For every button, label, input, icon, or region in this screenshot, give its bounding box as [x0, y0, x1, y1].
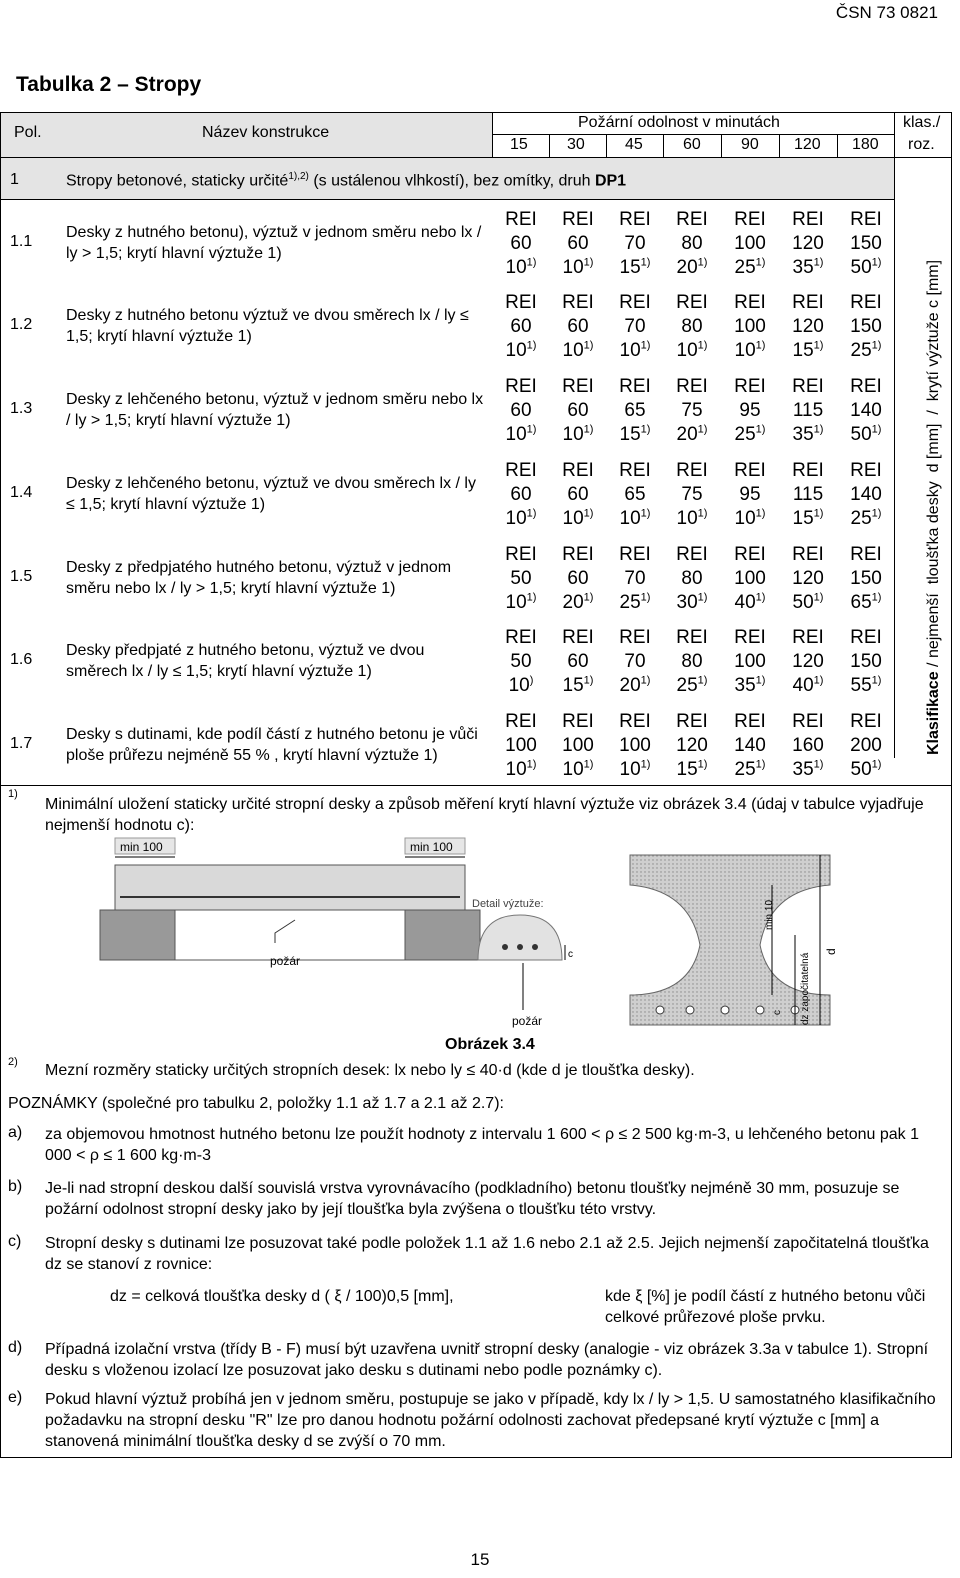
- rei-thickness: 60: [510, 233, 532, 254]
- rei-cover: 25$^{1)}$: [850, 507, 882, 529]
- rei-class: REI: [619, 460, 651, 481]
- rei-thickness: 100: [562, 735, 594, 756]
- rei-thickness: 75: [681, 400, 703, 421]
- figure-caption: Obrázek 3.4: [445, 1036, 535, 1053]
- rei-class: REI: [792, 627, 824, 648]
- rei-class: REI: [505, 627, 537, 648]
- rei-class: REI: [676, 711, 708, 732]
- rei-cell: [607, 710, 663, 782]
- rei-thickness: 100: [734, 568, 766, 589]
- rei-cover: 10$^{1)}$: [619, 758, 651, 780]
- rei-cover: 10$^{1)}$: [619, 507, 651, 529]
- rei-thickness: 80: [681, 568, 703, 589]
- rei-class: REI: [792, 460, 824, 481]
- rei-cover: 50$^{1)}$: [792, 591, 824, 613]
- rei-cover: 50$^{1)}$: [850, 758, 882, 780]
- rei-cover: 50$^{1)}$: [850, 423, 882, 445]
- rei-thickness: 70: [624, 651, 646, 672]
- rei-class: REI: [676, 292, 708, 313]
- rei-cell: [780, 291, 836, 363]
- rei-cover: 10$^{1)}$: [676, 507, 708, 529]
- figure-3-4: [60, 835, 860, 1030]
- rei-cell: [722, 375, 778, 447]
- rei-cell: [550, 208, 606, 280]
- rei-thickness: 140: [850, 400, 882, 421]
- rei-cell: [780, 459, 836, 531]
- rei-cover: 65$^{1)}$: [850, 591, 882, 613]
- rei-thickness: 120: [792, 233, 824, 254]
- note-b-label: b): [8, 1178, 23, 1195]
- rei-class: REI: [734, 627, 766, 648]
- footnote-1-mark: 1): [8, 788, 18, 800]
- rei-class: REI: [850, 627, 882, 648]
- rei-class: REI: [850, 711, 882, 732]
- note-e-label: e): [8, 1389, 23, 1406]
- rei-class: REI: [619, 711, 651, 732]
- rei-cover: 25$^{1)}$: [734, 423, 766, 445]
- rei-class: REI: [676, 627, 708, 648]
- rei-cell: [607, 291, 663, 363]
- rei-cover: 15$^{1)}$: [562, 674, 594, 696]
- rei-cell: [838, 710, 894, 782]
- rei-thickness: 75: [681, 484, 703, 505]
- rei-class: REI: [505, 376, 537, 397]
- rei-cover: 20$^{1)}$: [562, 591, 594, 613]
- rei-class: REI: [792, 209, 824, 230]
- rei-cover: 20$^{1)}$: [619, 674, 651, 696]
- rei-cell: [780, 626, 836, 698]
- note-c-formula-note: kde ξ [%] je podíl částí z hutného betonu vůči celkové průřezové ploše prvku.: [605, 1288, 926, 1326]
- rei-class: REI: [734, 711, 766, 732]
- note-c-label: c): [8, 1233, 22, 1250]
- rei-cell: [664, 459, 720, 531]
- rei-cover: 10$^{1)}$: [562, 339, 594, 361]
- note-d-text: Případná izolační vrstva (třídy B - F) musí být uzavřena uvnitř stropní desky (analogie - viz obrázek 3.3a v tabulce 1). Stropní desku s vloženou izolací lze posuzovat jako desku s dutinami nebo podle poznámky c).: [45, 1341, 929, 1379]
- rei-cell: [838, 543, 894, 615]
- rei-cell: [722, 291, 778, 363]
- rei-cover: 55$^{1)}$: [850, 674, 882, 696]
- rei-cover: 35$^{1)}$: [792, 758, 824, 780]
- rei-thickness: 60: [567, 400, 589, 421]
- rei-thickness: 50: [510, 568, 532, 589]
- rei-cover: 30$^{1)}$: [676, 591, 708, 613]
- row-name: Desky z lehčeného betonu, výztuž v jednom směru nebo lx / ly > 1,5; krytí hlavní výztuže 1): [66, 391, 484, 429]
- rei-thickness: 160: [792, 735, 824, 756]
- rei-class: REI: [850, 376, 882, 397]
- rei-thickness: 65: [624, 484, 646, 505]
- fig-d: d: [824, 948, 838, 955]
- rei-cover: 10$^{1)}$: [505, 507, 537, 529]
- rei-class: REI: [562, 544, 594, 565]
- rei-cell: [664, 710, 720, 782]
- rei-thickness: 60: [567, 651, 589, 672]
- rei-cell: [838, 291, 894, 363]
- note-c-text: Stropní desky s dutinami lze posuzovat také podle položek 1.1 až 1.6 nebo 2.1 až 2.5. Jejich nejmenší započitatelná tloušťka dz se stanoví z rovnice:: [45, 1235, 929, 1273]
- rei-cell: [493, 459, 549, 531]
- rei-cover: 10$^{1)}$: [734, 507, 766, 529]
- rei-cell: [722, 626, 778, 698]
- rei-class: REI: [676, 209, 708, 230]
- row-position: 1.5: [10, 568, 33, 585]
- rei-class: REI: [676, 544, 708, 565]
- rei-cell: [493, 208, 549, 280]
- rei-class: REI: [619, 376, 651, 397]
- rei-cell: [493, 291, 549, 363]
- rei-class: REI: [562, 292, 594, 313]
- rei-thickness: 140: [850, 484, 882, 505]
- minutes-180: 180: [852, 136, 879, 153]
- rei-thickness: 70: [624, 568, 646, 589]
- rei-cell: [838, 375, 894, 447]
- rei-cover: 35$^{1)}$: [792, 423, 824, 445]
- rei-thickness: 50: [510, 651, 532, 672]
- fig-dz: dz započitatelná: [800, 952, 811, 1025]
- rei-cell: [607, 626, 663, 698]
- footnote-1-text: Minimální uložení staticky určité stropní desky a způsob měření krytí hlavní výztuže viz obrázek 3.4 (údaj v tabulce vyjadřuje nejmenší hodnotu c):: [45, 796, 924, 834]
- note-b-text: Je-li nad stropní deskou další souvislá vrstva vyrovnávacího (podkladního) betonu tloušťky nejméně 30 mm, posuzuje se požární odolnost stropní desky jako by její tloušťka byla zvýšena o tloušťku této vrstvy.: [45, 1180, 900, 1218]
- fig-detail: Detail výztuže:: [472, 898, 544, 910]
- rei-cell: [722, 710, 778, 782]
- rei-thickness: 100: [734, 316, 766, 337]
- rei-thickness: 65: [624, 400, 646, 421]
- rei-class: REI: [850, 544, 882, 565]
- rei-cover: 25$^{1)}$: [619, 591, 651, 613]
- row-name: Desky z hutného betonu výztuž ve dvou směrech lx / ly ≤ 1,5; krytí hlavní výztuže 1): [66, 307, 469, 345]
- group-number: 1: [10, 171, 19, 188]
- fig-min-left: min 100: [120, 840, 163, 854]
- rei-thickness: 140: [734, 735, 766, 756]
- note-d-label: d): [8, 1339, 23, 1356]
- rei-class: REI: [792, 292, 824, 313]
- rei-class: REI: [505, 460, 537, 481]
- rei-cover: 10$^{1)}$: [619, 339, 651, 361]
- rei-cover: 10$^{1)}$: [562, 256, 594, 278]
- rei-class: REI: [619, 209, 651, 230]
- rei-cover: 10$^{1)}$: [505, 256, 537, 278]
- header-klas: klas./: [903, 114, 941, 131]
- rei-cell: [722, 208, 778, 280]
- fig-min10: min 10: [764, 899, 775, 930]
- rei-class: REI: [676, 376, 708, 397]
- rei-thickness: 60: [567, 316, 589, 337]
- rei-cover: 10$^{1)}$: [562, 758, 594, 780]
- rei-thickness: 60: [567, 568, 589, 589]
- rei-cell: [493, 543, 549, 615]
- note-a-label: a): [8, 1124, 23, 1141]
- rei-cell: [607, 543, 663, 615]
- rei-cover: 35$^{1)}$: [734, 674, 766, 696]
- rei-thickness: 100: [619, 735, 651, 756]
- rei-thickness: 80: [681, 316, 703, 337]
- rei-cover: 15$^{1)}$: [792, 507, 824, 529]
- rei-class: REI: [792, 544, 824, 565]
- row-name: Desky z předpjatého hutného betonu, výztuž v jednom směru nebo lx / ly > 1,5; krytí hlavní výztuže 1): [66, 559, 452, 597]
- rei-class: REI: [734, 209, 766, 230]
- rei-thickness: 150: [850, 316, 882, 337]
- fig-c-2: c: [772, 1010, 783, 1015]
- rei-class: REI: [792, 376, 824, 397]
- rei-thickness: 60: [510, 400, 532, 421]
- rei-class: REI: [850, 292, 882, 313]
- rei-cell: [838, 208, 894, 280]
- rei-thickness: 120: [676, 735, 708, 756]
- row-name: Desky předpjaté z hutného betonu, výztuž ve dvou směrech lx / ly ≤ 1,5; krytí hlavní výztuže 1): [66, 642, 425, 680]
- rei-class: REI: [734, 292, 766, 313]
- rei-class: REI: [562, 627, 594, 648]
- rei-class: REI: [505, 544, 537, 565]
- rei-cell: [664, 543, 720, 615]
- rei-thickness: 80: [681, 651, 703, 672]
- rei-cover: 25$^{1)}$: [850, 339, 882, 361]
- rei-class: REI: [619, 292, 651, 313]
- row-position: 1.2: [10, 316, 33, 333]
- rei-cover: 10$^{1)}$: [505, 591, 537, 613]
- rei-cover: 40$^{1)}$: [792, 674, 824, 696]
- rei-class: REI: [734, 460, 766, 481]
- rei-cover: 15$^{1)}$: [619, 256, 651, 278]
- rei-cover: 15$^{1)}$: [676, 758, 708, 780]
- minutes-15: 15: [510, 136, 528, 153]
- note-c-formula: dz = celková tloušťka desky d ( ξ / 100)0,5 [mm],: [110, 1288, 454, 1305]
- rei-cell: [493, 375, 549, 447]
- rei-class: REI: [676, 460, 708, 481]
- rei-class: REI: [619, 627, 651, 648]
- row-position: 1.6: [10, 651, 33, 668]
- rei-cell: [607, 208, 663, 280]
- rei-cell: [607, 375, 663, 447]
- rei-class: REI: [792, 711, 824, 732]
- rei-cover: 10): [508, 674, 534, 696]
- rei-cell: [493, 710, 549, 782]
- footnote-2-text: Mezní rozměry staticky určitých stropních desek: lx nebo ly ≤ 40·d (kde d je tloušťka desky).: [45, 1062, 695, 1079]
- row-position: 1.4: [10, 484, 33, 501]
- rei-thickness: 95: [739, 484, 761, 505]
- rei-cover: 25$^{1)}$: [734, 758, 766, 780]
- group-title: Stropy betonové, staticky určité$^{1),2)}$ (s ustálenou vlhkostí), bez omítky, druh DP1: [66, 171, 627, 190]
- rei-class: REI: [505, 292, 537, 313]
- header-nazev: Název konstrukce: [202, 124, 330, 141]
- rei-class: REI: [562, 460, 594, 481]
- rei-thickness: 60: [510, 316, 532, 337]
- rei-cell: [664, 208, 720, 280]
- rei-thickness: 150: [850, 651, 882, 672]
- minutes-45: 45: [625, 136, 643, 153]
- rei-cell: [722, 543, 778, 615]
- classification-vertical-label: Klasifikace / nejmenší tloušťka desky d [mm] / krytí výztuže c [mm]: [925, 259, 942, 755]
- fig-pozar-2: požár: [512, 1014, 543, 1028]
- rei-class: REI: [562, 376, 594, 397]
- rei-thickness: 95: [739, 400, 761, 421]
- rei-cover: 25$^{1)}$: [734, 256, 766, 278]
- rei-thickness: 60: [567, 233, 589, 254]
- rei-cell: [664, 375, 720, 447]
- rei-thickness: 100: [734, 233, 766, 254]
- header-pol: Pol.: [14, 124, 42, 141]
- row-position: 1.3: [10, 400, 33, 417]
- rei-class: REI: [505, 711, 537, 732]
- rei-cell: [780, 208, 836, 280]
- rei-thickness: 70: [624, 233, 646, 254]
- rei-cover: 15$^{1)}$: [619, 423, 651, 445]
- row-position: 1.1: [10, 233, 33, 250]
- rei-cell: [780, 375, 836, 447]
- rei-thickness: 100: [505, 735, 537, 756]
- rei-class: REI: [562, 209, 594, 230]
- rei-cell: [838, 626, 894, 698]
- rei-class: REI: [619, 544, 651, 565]
- rei-thickness: 120: [792, 316, 824, 337]
- minutes-90: 90: [741, 136, 759, 153]
- rei-cover: 40$^{1)}$: [734, 591, 766, 613]
- note-a-text: za objemovou hmotnost hutného betonu lze použít hodnoty z intervalu 1 600 < ρ ≤ 2 500 kg·m-3, u lehčeného betonu pak 1 000 < ρ ≤ 1 600 kg·m-3: [45, 1126, 920, 1164]
- rei-class: REI: [562, 711, 594, 732]
- rei-thickness: 80: [681, 233, 703, 254]
- footnote-2-mark: 2): [8, 1056, 18, 1068]
- rei-thickness: 120: [792, 568, 824, 589]
- rei-thickness: 120: [792, 651, 824, 672]
- row-position: 1.7: [10, 735, 33, 752]
- rei-cover: 25$^{1)}$: [676, 674, 708, 696]
- rei-cell: [550, 459, 606, 531]
- fig-c: c: [568, 949, 573, 960]
- minutes-60: 60: [683, 136, 701, 153]
- rei-cell: [838, 459, 894, 531]
- rei-cover: 10$^{1)}$: [505, 339, 537, 361]
- rei-class: REI: [505, 209, 537, 230]
- header-roz: roz.: [908, 136, 935, 153]
- rei-cover: 10$^{1)}$: [562, 423, 594, 445]
- row-name: Desky z hutného betonu), výztuž v jednom směru nebo lx / ly > 1,5; krytí hlavní výztuže 1): [66, 224, 482, 262]
- fig-min-right: min 100: [410, 840, 453, 854]
- rei-cell: [550, 710, 606, 782]
- rei-cover: 10$^{1)}$: [505, 758, 537, 780]
- rei-cover: 15$^{1)}$: [792, 339, 824, 361]
- rei-thickness: 100: [734, 651, 766, 672]
- page-number: 15: [470, 1550, 490, 1569]
- rei-class: REI: [850, 460, 882, 481]
- rei-cover: 10$^{1)}$: [562, 507, 594, 529]
- rei-thickness: 115: [792, 484, 824, 505]
- rei-cell: [722, 459, 778, 531]
- rei-cover: 20$^{1)}$: [676, 256, 708, 278]
- rei-cover: 20$^{1)}$: [676, 423, 708, 445]
- rei-cell: [550, 626, 606, 698]
- fig-pozar: požár: [270, 954, 301, 968]
- rei-thickness: 150: [850, 233, 882, 254]
- row-name: Desky s dutinami, kde podíl částí z hutného betonu je vůči ploše průřezu nejméně 55 % , krytí hlavní výztuže 1): [66, 726, 478, 764]
- rei-cover: 50$^{1)}$: [850, 256, 882, 278]
- rei-thickness: 150: [850, 568, 882, 589]
- rei-cell: [780, 543, 836, 615]
- rei-cell: [607, 459, 663, 531]
- rei-cover: 35$^{1)}$: [792, 256, 824, 278]
- rei-cover: 10$^{1)}$: [676, 339, 708, 361]
- rei-cell: [664, 626, 720, 698]
- rei-cell: [780, 710, 836, 782]
- rei-thickness: 60: [510, 484, 532, 505]
- table-title: Tabulka 2 – Stropy: [16, 73, 202, 96]
- rei-cover: 10$^{1)}$: [505, 423, 537, 445]
- rei-thickness: 115: [792, 400, 824, 421]
- notes-heading: POZNÁMKY (společné pro tabulku 2, položky 1.1 až 1.7 a 2.1 až 2.7):: [8, 1095, 504, 1112]
- row-name: Desky z lehčeného betonu, výztuž ve dvou směrech lx / ly ≤ 1,5; krytí hlavní výztuže 1): [66, 475, 476, 513]
- rei-thickness: 60: [567, 484, 589, 505]
- rei-class: REI: [734, 544, 766, 565]
- rei-cell: [664, 291, 720, 363]
- note-e-text: Pokud hlavní výztuž probíhá jen v jednom směru, postupuje se jako v případě, kdy lx / ly > 1,5. U samostatného klasifikačního požadavku na stropní desku "R" lze pro danou hodnotu požární odolnosti zachovat předepsané krytí výztuže c [mm] a stanovená minimální tloušťka desky d se zvýší o 70 mm.: [45, 1391, 936, 1450]
- standard-number: ČSN 73 0821: [835, 3, 938, 22]
- rei-cell: [550, 291, 606, 363]
- header-pozarni: Požární odolnost v minutách: [578, 114, 780, 131]
- rei-cell: [550, 375, 606, 447]
- rei-class: REI: [734, 376, 766, 397]
- rei-thickness: 200: [850, 735, 882, 756]
- rei-class: REI: [850, 209, 882, 230]
- minutes-30: 30: [567, 136, 585, 153]
- rei-cover: 10$^{1)}$: [734, 339, 766, 361]
- rei-cell: [493, 626, 549, 698]
- rei-cell: [550, 543, 606, 615]
- minutes-120: 120: [794, 136, 821, 153]
- rei-thickness: 70: [624, 316, 646, 337]
